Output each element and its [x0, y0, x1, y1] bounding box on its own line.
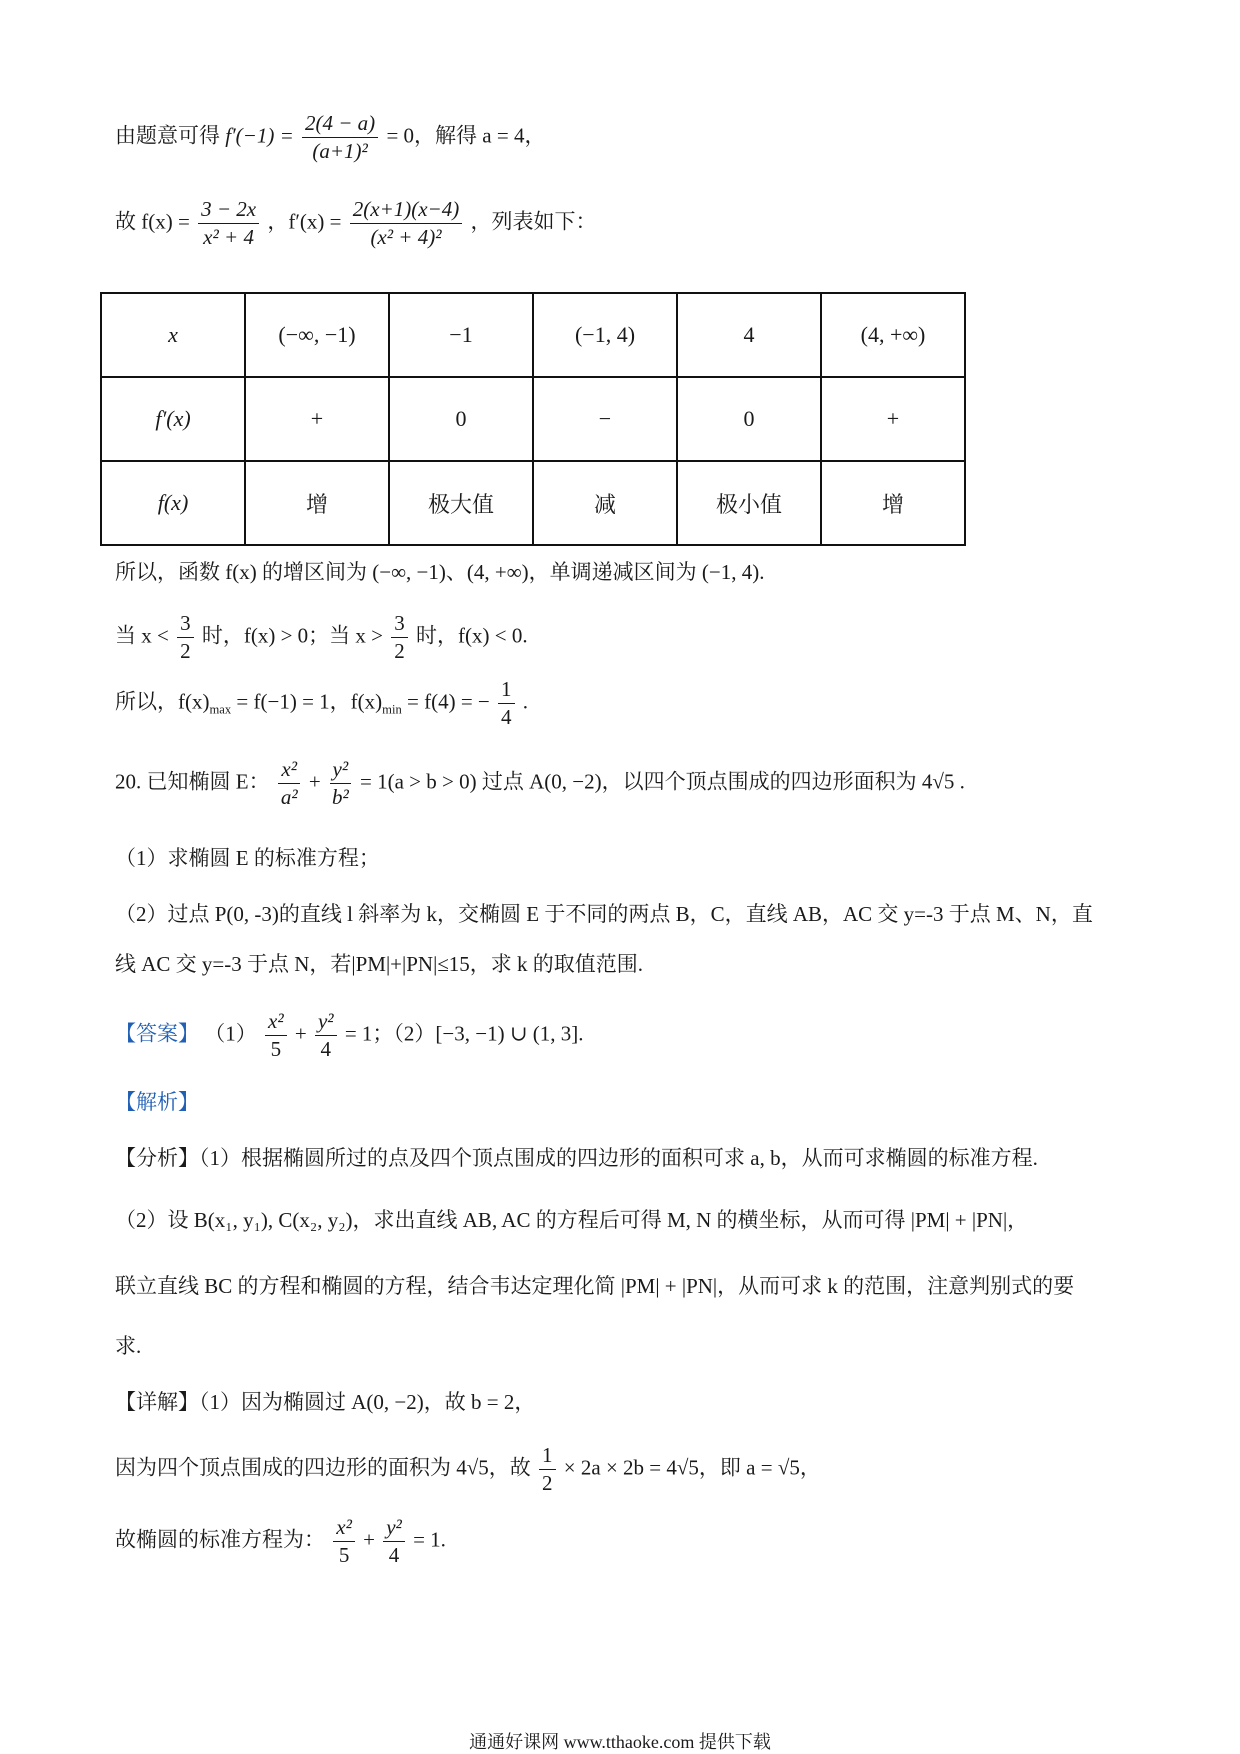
math-expr: f′(−1) = — [225, 123, 294, 148]
denominator: 5 — [270, 1037, 282, 1062]
text: = 1(a > b > 0) 过点 A(0, −2)，以四个顶点围成的四边形面积为 4√5 . — [360, 769, 965, 794]
text: . — [522, 689, 529, 714]
fraction — [350, 198, 462, 249]
denominator: 2 — [394, 639, 405, 664]
fraction — [177, 612, 194, 663]
subscript: max — [209, 702, 232, 717]
table-cell: 极小值 — [677, 461, 821, 545]
table-cell: 4 — [677, 293, 821, 377]
analysis-part-1: 【分析】（1）根据椭圆所过的点及四个顶点围成的四边形的面积可求 a, b，从而可求椭圆的标准方程. — [115, 1146, 1038, 1170]
analysis-label: 【解析】 — [115, 1090, 199, 1114]
text: 当 x < — [115, 623, 169, 648]
text: + — [363, 1527, 375, 1552]
fraction — [498, 678, 515, 729]
text: 故 f(x) = — [115, 209, 190, 234]
text: 因为四个顶点围成的四边形的面积为 4√5，故 — [115, 1455, 531, 1480]
problem-20-statement — [115, 758, 965, 809]
table-row — [101, 461, 965, 545]
detail-line-3 — [115, 1516, 446, 1567]
text: ，f′(x) = — [267, 209, 342, 234]
table-cell: + — [821, 377, 965, 461]
text: 20. 已知椭圆 E： — [115, 769, 270, 794]
text: 由题意可得 — [115, 123, 220, 148]
text: 故椭圆的标准方程为： — [115, 1527, 325, 1552]
denominator: 2 — [180, 639, 191, 664]
numerator: x² — [278, 758, 300, 784]
table-row — [101, 293, 965, 377]
detail-line-2 — [115, 1444, 821, 1495]
fraction — [383, 1516, 405, 1567]
analysis-part-2: （2）设 B(x₁, y₁), C(x₂, y₂)，求出直线 AB, AC 的方程后可得 M, N 的横坐标，从而可得 |PM| + |PN|， — [115, 1208, 1029, 1232]
detail-line-1: 【详解】（1）因为椭圆过 A(0, −2)，故 b = 2， — [115, 1390, 536, 1414]
text: = f(4) = − — [407, 689, 490, 714]
denominator: 2 — [542, 1471, 553, 1496]
text: 时，f(x) > 0；当 x > — [201, 623, 384, 648]
numerator: 2(4 − a) — [302, 112, 378, 138]
text: + — [294, 1021, 307, 1046]
text: = 1；（2）[−3, −1) ∪ (1, 3]. — [344, 1021, 584, 1046]
numerator: y² — [315, 1010, 337, 1036]
numerator: 3 — [177, 612, 194, 638]
fraction — [198, 198, 259, 249]
denominator: a² — [280, 785, 298, 810]
numerator: 2(x+1)(x−4) — [350, 198, 462, 224]
derivation-line-5 — [115, 678, 528, 729]
derivation-line-3: 所以，函数 f(x) 的增区间为 (−∞, −1)、(4, +∞)，单调递减区间为 (−1, 4). — [115, 560, 765, 584]
table-cell: −1 — [389, 293, 533, 377]
text: × 2a × 2b = 4√5，即 a = √5， — [563, 1455, 821, 1480]
denominator: (x² + 4)² — [370, 225, 442, 250]
table-cell: x — [101, 293, 245, 377]
text: （1） — [204, 1021, 257, 1046]
denominator: 4 — [501, 705, 512, 730]
table-row — [101, 377, 965, 461]
fraction — [302, 112, 378, 163]
denominator: 4 — [320, 1037, 332, 1062]
derivation-line-4 — [115, 612, 528, 663]
denominator: (a+1)² — [312, 139, 368, 164]
numerator: y² — [330, 758, 352, 784]
answer-label: 【答案】 — [115, 1021, 199, 1046]
analysis-part-2-cont: 联立直线 BC 的方程和椭圆的方程，结合韦达定理化简 |PM| + |PN|，从而可求 k 的范围，注意判别式的要 — [115, 1274, 1075, 1298]
fraction — [329, 758, 352, 809]
numerator: 1 — [539, 1444, 556, 1470]
text: + — [308, 769, 321, 794]
table-cell: 增 — [821, 461, 965, 545]
denominator: b² — [331, 785, 349, 810]
text: = f(−1) = 1，f(x) — [236, 689, 383, 714]
table-cell: (−1, 4) — [533, 293, 677, 377]
monotonicity-table — [100, 292, 966, 546]
table-cell: (−∞, −1) — [245, 293, 389, 377]
numerator: 3 − 2x — [198, 198, 259, 224]
denominator: x² + 4 — [203, 225, 254, 250]
text: ，列表如下： — [470, 209, 597, 234]
analysis-part-2-end: 求. — [115, 1334, 142, 1358]
fraction — [391, 612, 408, 663]
fraction — [333, 1516, 355, 1567]
derivation-line-1 — [115, 112, 545, 163]
numerator: x² — [333, 1516, 355, 1542]
numerator: y² — [383, 1516, 405, 1542]
table-cell: 减 — [533, 461, 677, 545]
table-cell: 0 — [677, 377, 821, 461]
fraction — [278, 758, 301, 809]
numerator: 1 — [498, 678, 515, 704]
denominator: 5 — [338, 1543, 350, 1568]
table-cell: f′(x) — [101, 377, 245, 461]
fraction — [265, 1010, 287, 1061]
derivation-line-2 — [115, 198, 596, 249]
numerator: 3 — [391, 612, 408, 638]
problem-part-2: （2）过点 P(0, -3)的直线 l 斜率为 k，交椭圆 E 于不同的两点 B，C，直线 AB，AC 交 y=-3 于点 M、N，直 — [115, 902, 1093, 926]
table-cell: f(x) — [101, 461, 245, 545]
table-cell: − — [533, 377, 677, 461]
answer-line — [115, 1010, 583, 1061]
text: = 1. — [413, 1527, 446, 1552]
text: 时，f(x) < 0. — [416, 623, 528, 648]
table-cell: (4, +∞) — [821, 293, 965, 377]
denominator: 4 — [388, 1543, 400, 1568]
problem-part-2-cont: 线 AC 交 y=-3 于点 N，若|PM|+|PN|≤15，求 k 的取值范围. — [115, 952, 644, 976]
subscript: min — [382, 702, 402, 717]
page-footer: 通通好课网 www.tthaoke.com 提供下载 — [469, 1732, 771, 1752]
table-cell: 极大值 — [389, 461, 533, 545]
table-cell: 增 — [245, 461, 389, 545]
fraction — [315, 1010, 337, 1061]
fraction — [539, 1444, 556, 1495]
text: = 0，解得 a = 4， — [386, 123, 546, 148]
table-cell: + — [245, 377, 389, 461]
text: 所以，f(x) — [115, 689, 210, 714]
numerator: x² — [265, 1010, 287, 1036]
problem-part-1: （1）求椭圆 E 的标准方程； — [115, 846, 380, 870]
table-cell: 0 — [389, 377, 533, 461]
